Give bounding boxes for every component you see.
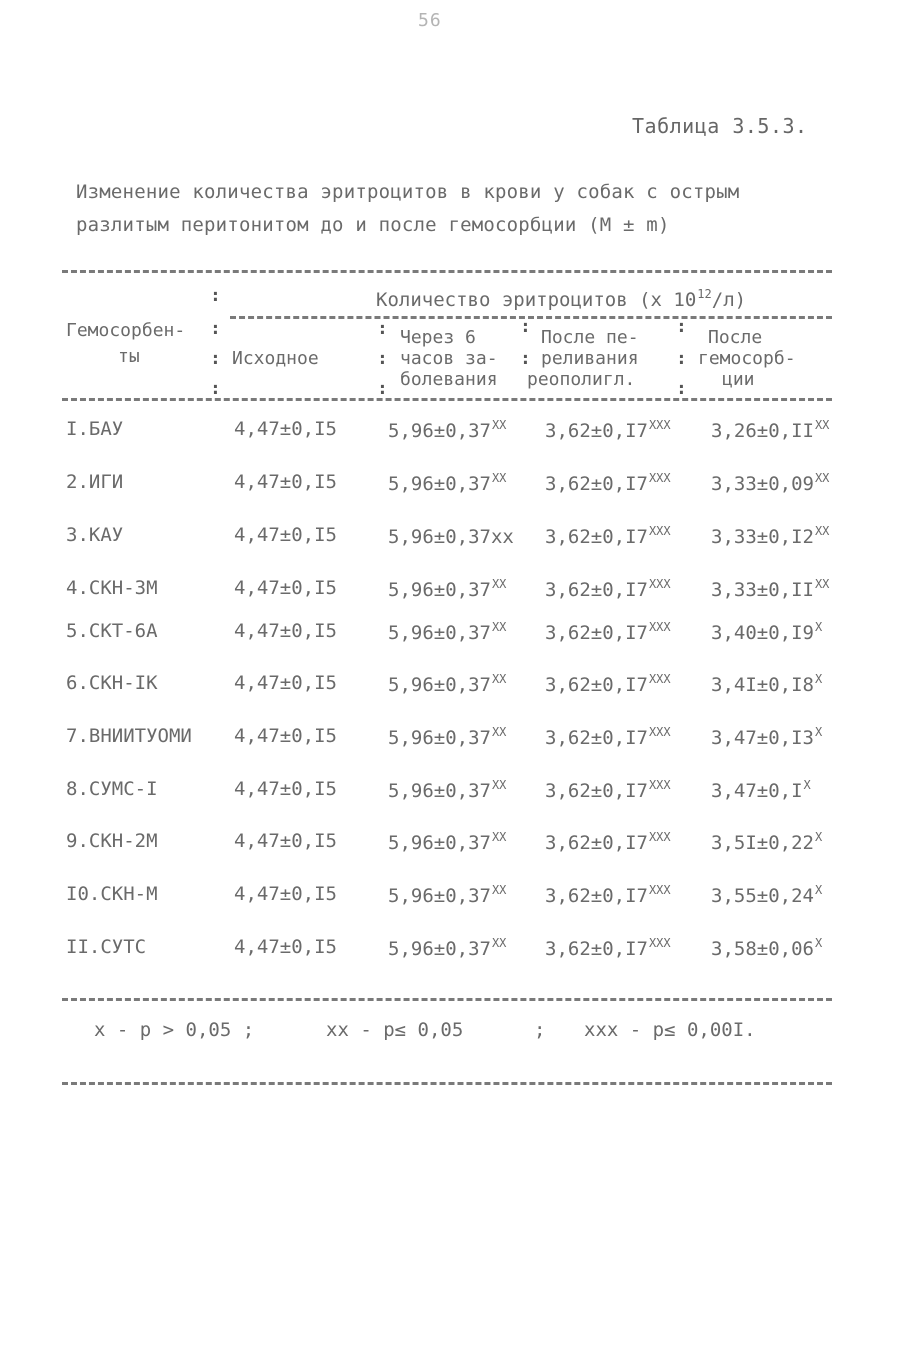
cell-6h-value: 5,96±0,37 [388, 780, 491, 802]
cell-sorbent: 6.СКН-IК [66, 672, 158, 694]
cell-6h-significance: XX [491, 620, 507, 634]
cell-reo-value: 3,62±0,I7 [545, 780, 648, 802]
cell-6h-significance: XX [491, 725, 507, 739]
cell-6h-significance: XX [491, 471, 507, 485]
cell-sorbent: 3.КАУ [66, 524, 124, 546]
cell-post [711, 418, 829, 442]
cell-post [711, 830, 822, 854]
cell-post-significance: X [814, 883, 823, 897]
cell-initial: 4,47±0,I5 [234, 936, 337, 958]
cell-initial: 4,47±0,I5 [234, 830, 337, 852]
footnote-xx: xx - p≤ 0,05 [326, 1019, 464, 1041]
cell-6h-significance: XX [491, 883, 507, 897]
footnote-bottom-rule [62, 1082, 832, 1085]
col-header-sorbents: Гемосорбен- [66, 320, 186, 341]
header-bottom-rule [62, 398, 832, 401]
page-number: 56 [418, 10, 442, 31]
cell-post [711, 725, 822, 749]
cell-6h-value: 5,96±0,37 [388, 885, 491, 907]
cell-post-significance: X [814, 936, 823, 950]
cell-reo-value: 3,62±0,I7 [545, 420, 648, 442]
colon-separator: : [210, 318, 221, 339]
cell-6h [388, 471, 506, 495]
footnote-separator: ; [534, 1019, 546, 1041]
cell-reo-significance: XXX [648, 672, 671, 686]
cell-initial: 4,47±0,I5 [234, 524, 337, 546]
cell-reo-significance: XXX [648, 471, 671, 485]
col-header-initial: Исходное [232, 348, 319, 369]
cell-6h-significance: XX [491, 778, 507, 792]
cell-post [711, 524, 829, 548]
cell-reo-significance: XXX [648, 620, 671, 634]
col-header-6h-2: часов за- [400, 348, 498, 369]
cell-post-value: 3,5I±0,22 [711, 832, 814, 854]
cell-6h-significance: XX [491, 672, 507, 686]
cell-reo [545, 936, 671, 960]
cell-post [711, 936, 822, 960]
colon-separator: : [210, 378, 221, 399]
cell-6h [388, 778, 506, 802]
table-bottom-rule [62, 998, 832, 1001]
cell-post-value: 3,33±0,09 [711, 473, 814, 495]
header-top-rule [62, 270, 832, 273]
cell-initial: 4,47±0,I5 [234, 778, 337, 800]
cell-reo [545, 778, 671, 802]
cell-reo-significance: XXX [648, 830, 671, 844]
cell-6h-significance: XX [491, 830, 507, 844]
col-header-reo-2: реливания [541, 348, 639, 369]
cell-reo-significance: XXX [648, 524, 671, 538]
cell-6h [388, 577, 506, 601]
cell-reo-significance: XXX [648, 418, 671, 432]
cell-post [711, 778, 811, 802]
cell-reo [545, 883, 671, 907]
cell-6h [388, 672, 506, 696]
table-row [0, 883, 917, 913]
cell-post-value: 3,26±0,II [711, 420, 814, 442]
table-row [0, 577, 917, 607]
colon-separator: : [520, 316, 531, 337]
cell-reo-value: 3,62±0,I7 [545, 885, 648, 907]
cell-initial: 4,47±0,I5 [234, 577, 337, 599]
colon-separator: : [210, 348, 221, 369]
cell-post-value: 3,55±0,24 [711, 885, 814, 907]
colon-separator: : [377, 378, 388, 399]
colon-separator: : [377, 318, 388, 339]
cell-post [711, 471, 829, 495]
cell-reo-significance: XXX [648, 936, 671, 950]
cell-reo-value: 3,62±0,I7 [545, 526, 648, 548]
cell-sorbent: 5.СКТ-6А [66, 620, 158, 642]
cell-post [711, 672, 822, 696]
cell-6h-value: 5,96±0,37xx [388, 526, 514, 548]
colon-separator: : [210, 285, 221, 306]
caption-line-2: разлитым перитонитом до и после гемосорбции (М ± m) [76, 214, 670, 236]
table-row [0, 672, 917, 702]
cell-initial: 4,47±0,I5 [234, 418, 337, 440]
cell-6h-significance: XX [491, 418, 507, 432]
cell-6h-value: 5,96±0,37 [388, 727, 491, 749]
cell-6h-value: 5,96±0,37 [388, 832, 491, 854]
table-caption [76, 176, 836, 242]
cell-post-value: 3,4I±0,I8 [711, 674, 814, 696]
cell-6h [388, 725, 506, 749]
cell-reo [545, 418, 671, 442]
cell-post-value: 3,33±0,I2 [711, 526, 814, 548]
col-header-reo-3: реополигл. [527, 369, 636, 390]
cell-sorbent: 4.СКН-3М [66, 577, 158, 599]
cell-6h [388, 830, 506, 854]
cell-6h-value: 5,96±0,37 [388, 473, 491, 495]
group-title: Количество эритроцитов (х 10 [376, 289, 697, 311]
cell-reo-value: 3,62±0,I7 [545, 674, 648, 696]
cell-initial: 4,47±0,I5 [234, 620, 337, 642]
cell-sorbent: 8.СУМС-I [66, 778, 158, 800]
cell-post-significance: XX [814, 471, 830, 485]
cell-post-significance: XX [814, 577, 830, 591]
cell-6h-value: 5,96±0,37 [388, 938, 491, 960]
colon-separator: : [377, 348, 388, 369]
cell-initial: 4,47±0,I5 [234, 883, 337, 905]
cell-reo [545, 577, 671, 601]
cell-reo-value: 3,62±0,I7 [545, 579, 648, 601]
cell-post-significance: X [803, 778, 811, 792]
table-label: Таблица 3.5.3. [632, 114, 808, 138]
cell-initial: 4,47±0,I5 [234, 725, 337, 747]
cell-post [711, 577, 829, 601]
cell-reo [545, 524, 671, 548]
cell-sorbent: 7.ВНИИТУОМИ [66, 725, 192, 747]
cell-initial: 4,47±0,I5 [234, 471, 337, 493]
colon-separator: : [520, 348, 531, 369]
cell-reo-value: 3,62±0,I7 [545, 832, 648, 854]
table-row [0, 471, 917, 501]
footnote-xxx: xxx - p≤ 0,00I. [584, 1019, 756, 1041]
cell-post-significance: X [814, 620, 823, 634]
cell-reo [545, 725, 671, 749]
cell-6h-significance: XX [491, 936, 507, 950]
cell-reo-significance: XXX [648, 778, 671, 792]
cell-post-value: 3,58±0,06 [711, 938, 814, 960]
cell-reo-value: 3,62±0,I7 [545, 622, 648, 644]
cell-reo-significance: XXX [648, 577, 671, 591]
cell-post-value: 3,40±0,I9 [711, 622, 814, 644]
cell-6h [388, 418, 506, 442]
cell-reo [545, 830, 671, 854]
cell-initial: 4,47±0,I5 [234, 672, 337, 694]
cell-reo [545, 620, 671, 644]
col-header-sorbents-2: ты [118, 346, 140, 367]
table-row [0, 778, 917, 808]
cell-6h [388, 936, 506, 960]
cell-sorbent: I.БАУ [66, 418, 124, 440]
cell-post-value: 3,47±0,I3 [711, 727, 814, 749]
col-header-6h-3: болевания [400, 369, 498, 390]
cell-reo [545, 471, 671, 495]
cell-6h-value: 5,96±0,37 [388, 420, 491, 442]
cell-6h-value: 5,96±0,37 [388, 579, 491, 601]
cell-reo-significance: XXX [648, 725, 671, 739]
group-unit: /л) [711, 289, 747, 311]
cell-post-value: 3,47±0,I [711, 780, 803, 802]
table-row [0, 830, 917, 860]
cell-reo-value: 3,62±0,I7 [545, 727, 648, 749]
cell-6h-value: 5,96±0,37 [388, 674, 491, 696]
cell-post-significance: X [814, 830, 823, 844]
cell-sorbent: II.СУТС [66, 936, 147, 958]
col-header-post-2: гемосорб- [698, 348, 796, 369]
cell-post-significance: XX [814, 418, 830, 432]
cell-post-significance: X [814, 725, 823, 739]
table-row [0, 620, 917, 650]
cell-sorbent: 2.ИГИ [66, 471, 124, 493]
cell-reo-value: 3,62±0,I7 [545, 473, 648, 495]
header-mid-rule [230, 316, 832, 319]
cell-reo [545, 672, 671, 696]
cell-sorbent: I0.СКН-М [66, 883, 158, 905]
col-header-post-3: ции [722, 369, 755, 390]
cell-6h-value: 5,96±0,37 [388, 622, 491, 644]
cell-reo-value: 3,62±0,I7 [545, 938, 648, 960]
table-row [0, 418, 917, 448]
cell-post [711, 883, 822, 907]
table-row [0, 524, 917, 554]
cell-6h-significance: XX [491, 577, 507, 591]
cell-post-value: 3,33±0,II [711, 579, 814, 601]
col-header-post-1: После [708, 327, 763, 348]
colon-separator: : [676, 348, 687, 369]
table-row [0, 936, 917, 966]
cell-post-significance: XX [814, 524, 830, 538]
col-header-6h-1: Через 6 [400, 327, 476, 348]
cell-6h [388, 620, 506, 644]
cell-sorbent: 9.СКН-2М [66, 830, 158, 852]
caption-line-1: Изменение количества эритроцитов в крови у собак с острым [76, 181, 740, 203]
cell-reo-significance: XXX [648, 883, 671, 897]
footnote-x: x - p > 0,05 ; [94, 1019, 255, 1041]
cell-post [711, 620, 822, 644]
cell-6h [388, 524, 515, 548]
group-exponent: 12 [697, 287, 712, 301]
group-header [376, 284, 746, 311]
table-row [0, 725, 917, 755]
colon-separator: : [676, 378, 687, 399]
col-header-reo-1: После пе- [541, 327, 639, 348]
cell-6h [388, 883, 506, 907]
colon-separator: : [676, 316, 687, 337]
cell-post-significance: X [814, 672, 823, 686]
